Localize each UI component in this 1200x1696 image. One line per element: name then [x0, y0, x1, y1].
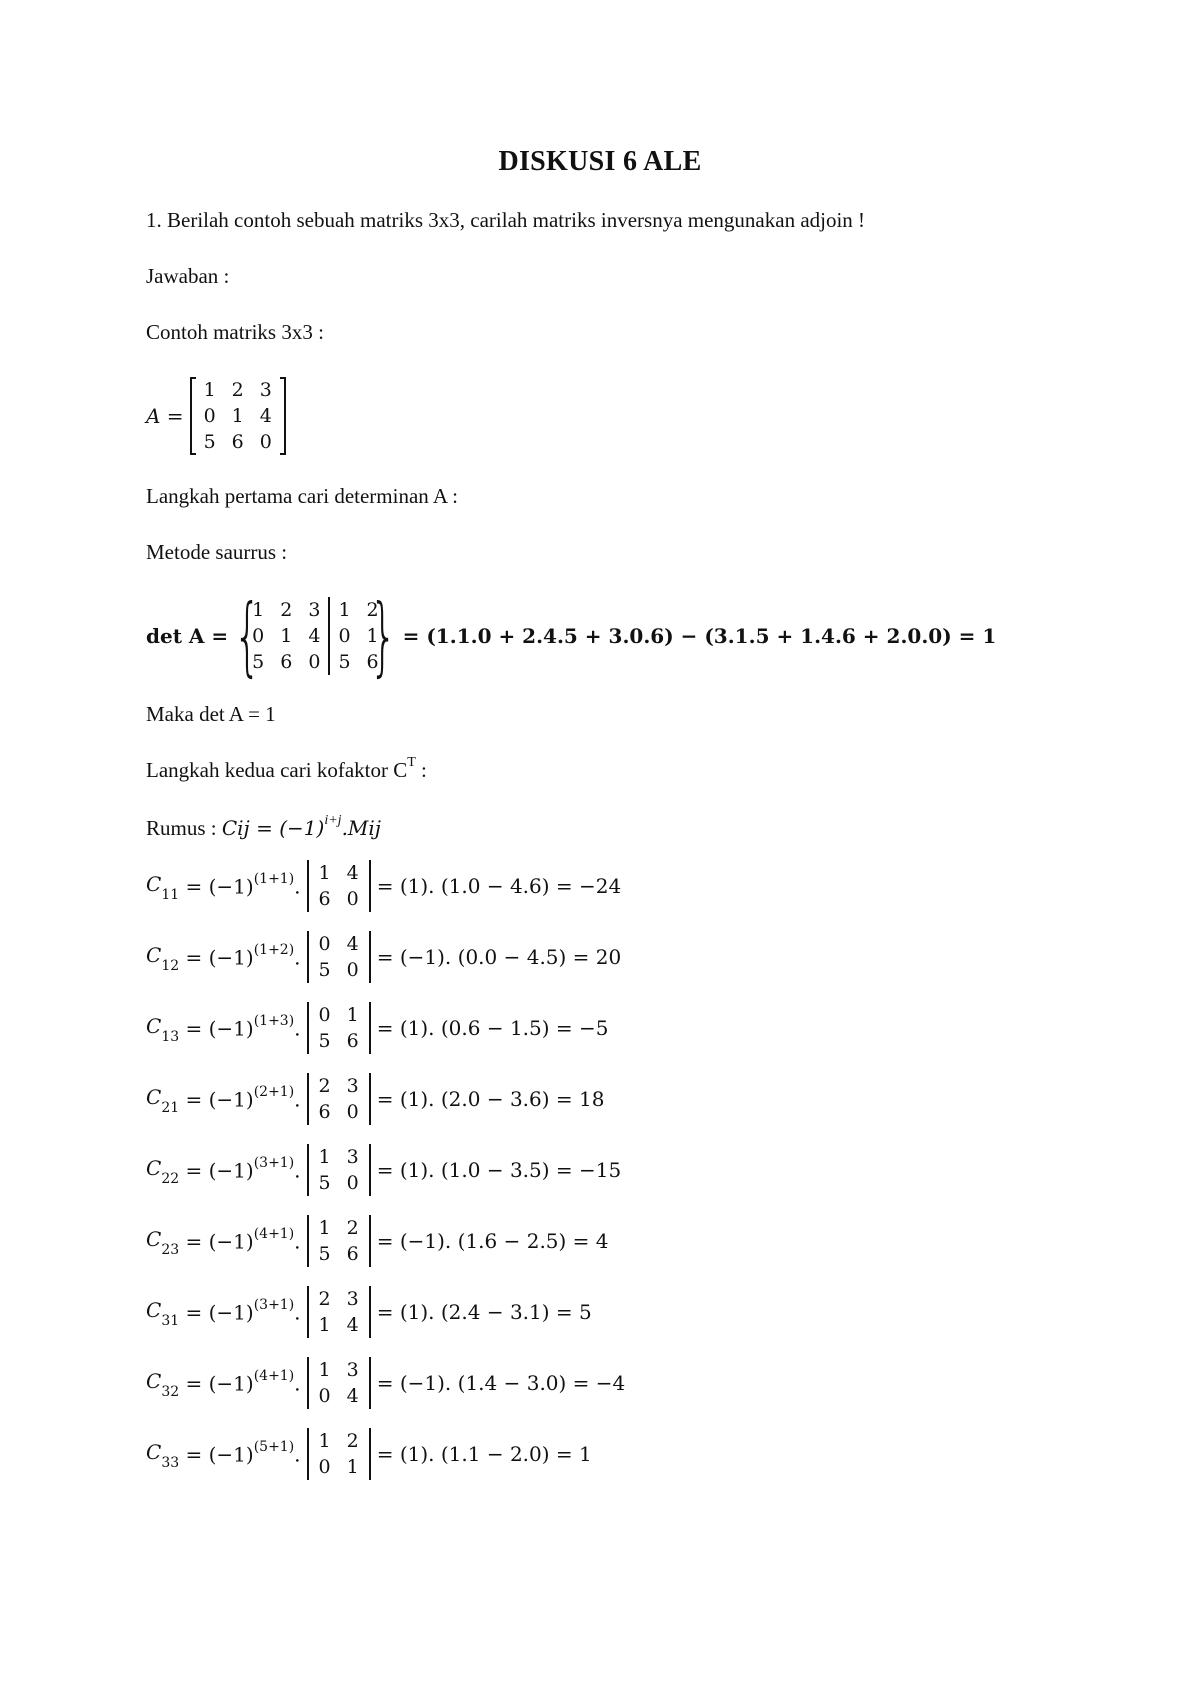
sarrus-cell: 6	[366, 651, 379, 673]
cofactor-exponent: (2+1)	[253, 1083, 295, 1100]
cofactor-symbol	[146, 1156, 180, 1187]
minor-cell: 0	[346, 1101, 359, 1123]
cofactor-name: C	[146, 1440, 162, 1464]
cofactor-exponent: (3+1)	[253, 1296, 295, 1313]
sarrus-cell: 2	[366, 599, 379, 621]
minor-cell: 3	[346, 1146, 359, 1168]
document-title: DISKUSI 6 ALE	[498, 146, 702, 177]
sarrus-cell: 1	[328, 597, 358, 623]
minor-cell: 1	[318, 1146, 331, 1168]
minor-cell: 5	[318, 1172, 331, 1194]
det-rhs: = (1.1.0 + 2.4.5 + 3.0.6) − (3.1.5 + 1.4.6 + 2.0.0) = 1	[402, 624, 997, 648]
step2-transpose: T	[407, 755, 416, 770]
minor-cell: 4	[346, 1314, 359, 1336]
minor-cell: 3	[346, 1359, 359, 1381]
cofactor-row	[146, 1059, 605, 1139]
minor-cell: 0	[318, 1385, 331, 1407]
formula-tail: .Mij	[341, 816, 381, 840]
formula: Cij = (−1)	[221, 816, 325, 840]
minor-cell: 3	[346, 1075, 359, 1097]
step2-label: Langkah kedua cari kofaktor C	[146, 758, 408, 782]
cofactor-name: C	[146, 1227, 162, 1251]
cofactor-index: 21	[161, 1100, 180, 1116]
minor-cell: 0	[346, 1172, 359, 1194]
cofactor-result: = (1). (1.1 − 2.0) = 1	[376, 1442, 592, 1466]
cofactor-sign: = $(-1)^{(2+1)}$.	[179, 1083, 301, 1112]
cofactor-result: = (1). (2.0 − 3.6) = 18	[376, 1087, 605, 1111]
step2-text	[146, 755, 427, 783]
sarrus-cell: 0	[308, 651, 321, 673]
cofactor-row	[146, 1272, 592, 1352]
cofactor-row	[146, 1414, 592, 1494]
cofactor-exponent: (4+1)	[253, 1367, 295, 1384]
cofactor-row	[146, 988, 609, 1068]
cofactor-exponent: (5+1)	[253, 1438, 295, 1455]
matrix-a-cell: 0	[203, 405, 216, 427]
minor-cell: 0	[318, 933, 331, 955]
cofactor-name: C	[146, 872, 162, 896]
minor-determinant	[307, 1215, 371, 1267]
cofactor-index: 11	[161, 887, 180, 903]
minor-cell: 5	[318, 959, 331, 981]
matrix-a	[190, 377, 286, 455]
minor-cell: 0	[346, 888, 359, 910]
cofactor-exponent: (1+3)	[253, 1012, 295, 1029]
method-text: Metode saurrus :	[146, 540, 288, 564]
minor-cell: 4	[346, 862, 359, 884]
det-result-text: Maka det A = 1	[146, 702, 276, 726]
matrix-a-name: A =	[146, 404, 184, 428]
minor-determinant	[307, 860, 371, 912]
matrix-a-cell: 0	[259, 431, 272, 453]
formula-line	[146, 813, 381, 841]
sarrus-cell: 3	[308, 599, 321, 621]
minor-cell: 5	[318, 1243, 331, 1265]
cofactor-sign: = $(-1)^{(3+1)}$.	[179, 1296, 301, 1325]
cofactor-result: = (−1). (1.6 − 2.5) = 4	[376, 1229, 609, 1253]
sarrus-cell: 5	[328, 649, 358, 675]
minor-cell: 6	[346, 1243, 359, 1265]
minor-cell: 1	[318, 1430, 331, 1452]
cofactor-result: = (1). (2.4 − 3.1) = 5	[376, 1300, 592, 1324]
matrix-a-cell: 3	[259, 379, 272, 401]
cofactor-index: 22	[161, 1171, 180, 1187]
cofactor-row	[146, 1201, 609, 1281]
step2-tail: :	[415, 758, 427, 782]
minor-cell: 1	[318, 862, 331, 884]
example-label: Contoh matriks 3x3 :	[146, 320, 324, 344]
cofactor-index: 31	[161, 1313, 180, 1329]
cofactor-index: 32	[161, 1384, 180, 1400]
cofactor-symbol	[146, 1369, 180, 1400]
cofactor-row	[146, 1343, 625, 1423]
minor-cell: 1	[318, 1217, 331, 1239]
minor-cell: 1	[346, 1456, 359, 1478]
cofactor-sign: = $(-1)^{(1+2)}$.	[179, 941, 301, 970]
minor-determinant	[307, 1428, 371, 1480]
cofactor-name: C	[146, 1014, 162, 1038]
cofactor-symbol	[146, 1085, 180, 1116]
minor-cell: 4	[346, 1385, 359, 1407]
cofactor-result: = (−1). (1.4 − 3.0) = −4	[376, 1371, 626, 1395]
minor-determinant	[307, 1073, 371, 1125]
cofactor-result: = (1). (1.0 − 3.5) = −15	[376, 1158, 622, 1182]
cofactor-name: C	[146, 1156, 162, 1180]
minor-cell: 1	[346, 1004, 359, 1026]
cofactor-name: C	[146, 943, 162, 967]
minor-cell: 3	[346, 1288, 359, 1310]
minor-cell: 2	[318, 1288, 331, 1310]
cofactor-symbol	[146, 943, 180, 974]
cofactor-symbol	[146, 872, 180, 903]
matrix-a-cell: 6	[231, 431, 244, 453]
minor-cell: 2	[318, 1075, 331, 1097]
question-text: 1. Berilah contoh sebuah matriks 3x3, carilah matriks inversnya mengunakan adjoin !	[146, 208, 866, 232]
sarrus-matrix	[234, 597, 396, 675]
cofactor-index: 13	[161, 1029, 180, 1045]
sarrus-cell: 5	[252, 651, 265, 673]
minor-cell: 2	[346, 1430, 359, 1452]
sarrus-cell: { 1	[252, 599, 265, 621]
sarrus-cell: 0	[252, 625, 265, 647]
cofactor-symbol	[146, 1298, 180, 1329]
matrix-a-cell: 2	[231, 379, 244, 401]
det-lhs: det A =	[146, 624, 229, 648]
cofactor-row	[146, 917, 621, 997]
minor-cell: 6	[346, 1030, 359, 1052]
minor-cell: 2	[346, 1217, 359, 1239]
matrix-a-cell: 4	[259, 405, 272, 427]
minor-cell: 0	[318, 1456, 331, 1478]
cofactor-exponent: (3+1)	[253, 1154, 295, 1171]
minor-cell: 6	[318, 888, 331, 910]
cofactor-symbol	[146, 1014, 180, 1045]
minor-determinant	[307, 1357, 371, 1409]
minor-determinant	[307, 1144, 371, 1196]
answer-label: Jawaban :	[146, 264, 230, 288]
cofactor-sign: = $(-1)^{(5+1)}$.	[179, 1438, 301, 1467]
formula-exponent: i+j	[324, 813, 342, 828]
minor-cell: 0	[318, 1004, 331, 1026]
cofactor-symbol	[146, 1227, 180, 1258]
minor-cell: 0	[346, 959, 359, 981]
sarrus-cell: 0	[328, 623, 358, 649]
cofactor-sign: = $(-1)^{(1+1)}$.	[179, 870, 301, 899]
sarrus-cell: 1	[366, 625, 379, 647]
cofactor-index: 12	[161, 958, 180, 974]
minor-cell: 4	[346, 933, 359, 955]
cofactor-exponent: (4+1)	[253, 1225, 295, 1242]
minor-determinant	[307, 931, 371, 983]
matrix-a-equation	[146, 376, 292, 456]
cofactor-row	[146, 846, 621, 926]
cofactor-index: 23	[161, 1242, 180, 1258]
cofactor-sign: = $(-1)^{(1+3)}$.	[179, 1012, 301, 1041]
cofactor-name: C	[146, 1085, 162, 1109]
cofactor-exponent: (1+1)	[253, 870, 295, 887]
matrix-a-cell: 1	[203, 379, 216, 401]
matrix-a-cell: 5	[203, 431, 216, 453]
minor-determinant	[307, 1286, 371, 1338]
minor-cell: 1	[318, 1314, 331, 1336]
minor-cell: 5	[318, 1030, 331, 1052]
sarrus-equation	[146, 596, 996, 676]
cofactor-name: C	[146, 1298, 162, 1322]
cofactor-sign: = $(-1)^{(3+1)}$.	[179, 1154, 301, 1183]
sarrus-cell: 6	[280, 651, 293, 673]
cofactor-index: 33	[161, 1455, 180, 1471]
cofactor-result: = (1). (1.0 − 4.6) = −24	[376, 874, 622, 898]
cofactor-result: = (1). (0.6 − 1.5) = −5	[376, 1016, 609, 1040]
cofactor-result: = (−1). (0.0 − 4.5) = 20	[376, 945, 622, 969]
det-result	[146, 702, 276, 727]
cofactor-sign: = $(-1)^{(4+1)}$.	[179, 1225, 301, 1254]
cofactor-name: C	[146, 1369, 162, 1393]
minor-determinant	[307, 1002, 371, 1054]
formula-label: Rumus :	[146, 816, 222, 840]
matrix-a-cell: 1	[231, 405, 244, 427]
sarrus-cell: 2	[280, 599, 293, 621]
cofactor-row	[146, 1130, 621, 1210]
cofactor-exponent: (1+2)	[253, 941, 295, 958]
sarrus-cell: 4	[308, 625, 321, 647]
step1-text: Langkah pertama cari determinan A :	[146, 484, 458, 508]
sarrus-cell: 1	[280, 625, 293, 647]
cofactor-symbol	[146, 1440, 180, 1471]
minor-cell: 6	[318, 1101, 331, 1123]
cofactor-sign: = $(-1)^{(4+1)}$.	[179, 1367, 301, 1396]
minor-cell: 1	[318, 1359, 331, 1381]
